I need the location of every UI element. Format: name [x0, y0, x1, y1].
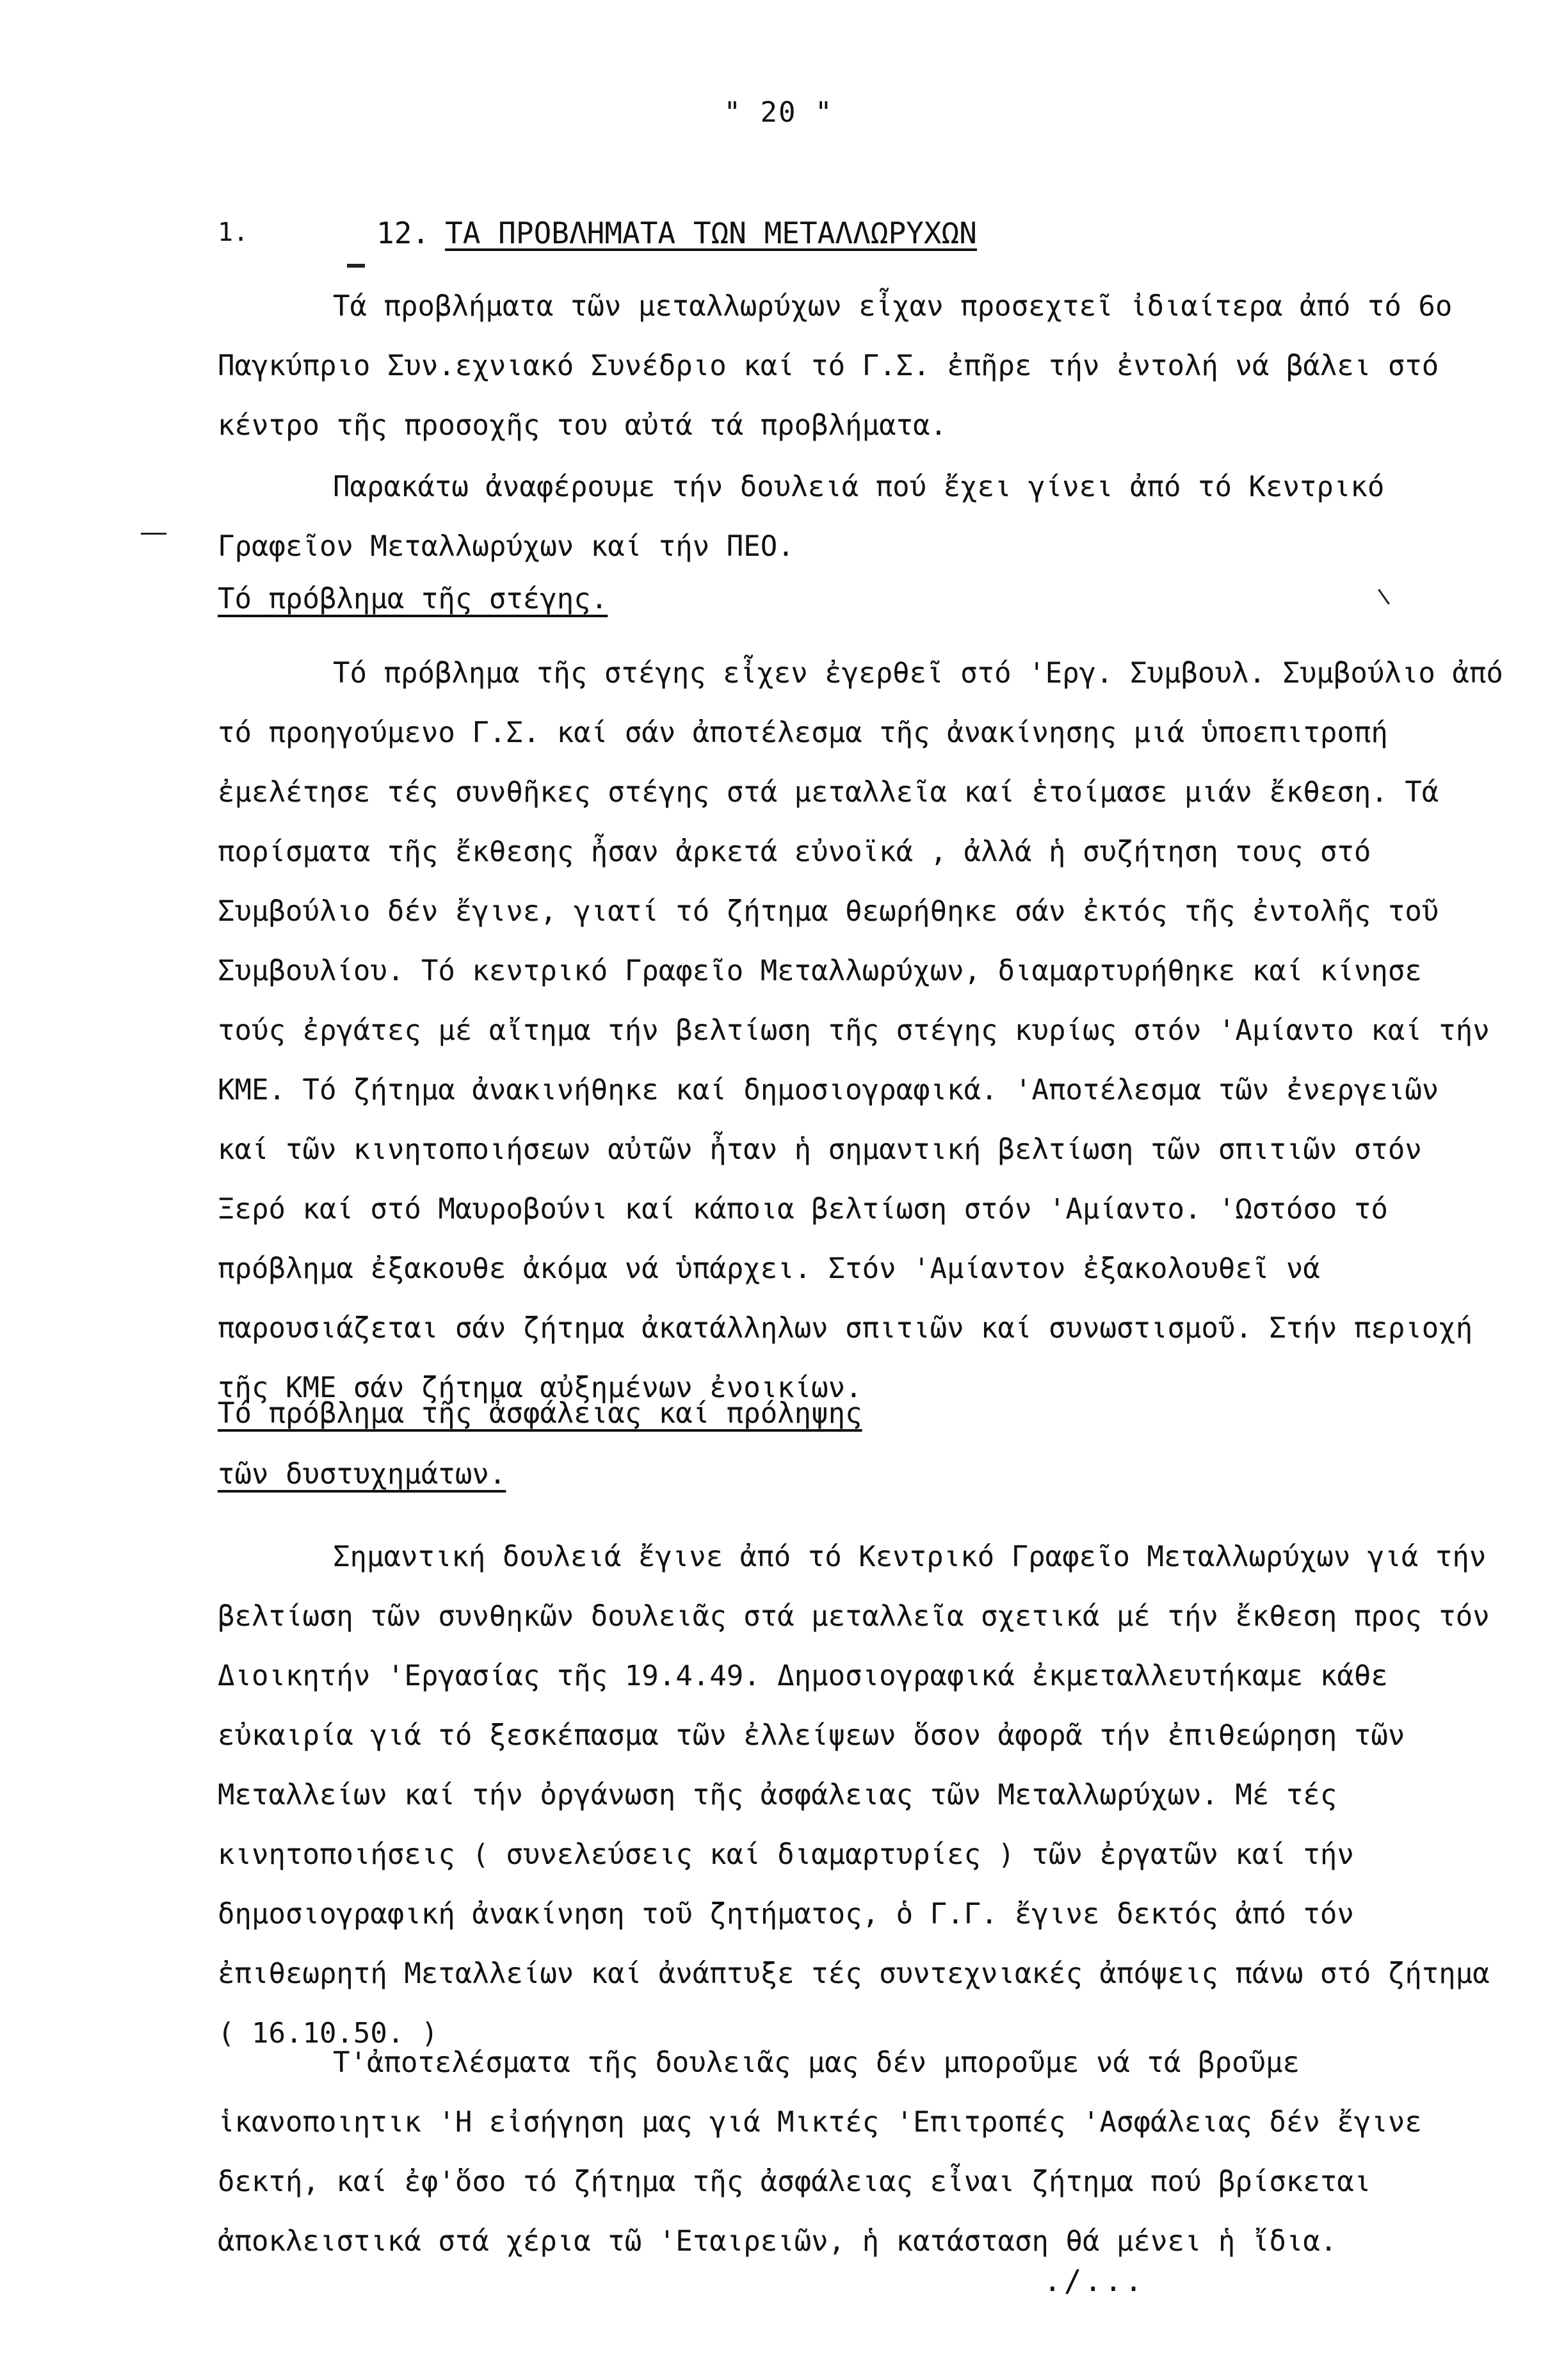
subheading-safety-line-2: τῶν δυστυχημάτων.	[218, 1458, 506, 1491]
scan-tick-mark	[1378, 589, 1390, 605]
page-number: " 20 "	[723, 96, 834, 129]
paragraph-intro: Τά προβλήματα τῶν μεταλλωρύχων εἶχαν προσεχτεῖ ἰδιαίτερα ἀπό τό 6ο Παγκύπριο Συν.εχνιακό Συνέδριο καί τό Γ.Σ. ἐπῆρε τήν ἐντολή νά βάλει στό κέντρο τῆς προσοχῆς του αὐτά τά προβλήματα.	[218, 290, 1469, 442]
subheading-safety-line-1: Τό πρόβλημα τῆς ἀσφάλειας καί πρόληψης	[218, 1397, 862, 1430]
paragraph-overview: Παρακάτω ἀναφέρουμε τήν δουλειά πού ἔχει γίνει ἀπό τό Κεντρικό Γραφεῖον Μεταλλωρύχων καί τήν ΠΕΟ.	[218, 471, 1401, 563]
heading-dash-mark	[347, 264, 365, 268]
paragraph-safety-work: Σημαντική δουλειά ἔγινε ἀπό τό Κεντρικό Γραφεῖο Μεταλλωρύχων γιά τήν βελτίωση τῶν συνθηκῶν δουλειᾶς στά μεταλλεῖα σχετικά μέ τήν ἔκθεση προς τόν Διοικητήν 'Εργασίας τῆς 19.4.49. Δημοσιογραφικά ἐκμεταλλευτήκαμε κάθε εὐκαιρία γιά τό ξεσκέπασμα τῶν ἐλλείψεων ὅσον ἀφορᾶ τήν ἐπιθεώρηση τῶν Μεταλλείων καί τήν ὀργάνωση τῆς ἀσφάλειας τῶν Μεταλλωρύχων. Μέ τές κινητοποιήσεις ( συνελεύσεις καί διαμαρτυρίες ) τῶν ἐργατῶν καί τήν δημοσιογραφική ἀνακίνηση τοῦ ζητήματος, ὁ Γ.Γ. ἔγινε δεκτός ἀπό τόν ἐπιθεωρητή Μεταλλείων καί ἀνάπτυξε τές συντεχνιακές ἀπόψεις πάνω στό ζήτημα ( 16.10.50. )	[218, 1541, 1507, 2050]
margin-number: 1.	[218, 218, 249, 247]
paragraph-results: Τ'ἀποτελέσματα τῆς δουλειᾶς μας δέν μποροῦμε νά τά βροῦμε ἱκανοποιητικ 'Η εἰσήγηση μας γιά Μικτές 'Επιτροπές 'Ασφάλειας δέν ἔγινε δεκτή, καί ἐφ'ὅσο τό ζήτημα τῆς ἀσφάλειας εἶναι ζήτημα πού βρίσκεται ἀποκλειστικά στά χέρια τῶ 'Εταιρειῶν, ἡ κατάσταση θά μένει ἡ ἴδια.	[218, 2046, 1439, 2258]
section-number: 12.	[376, 216, 430, 250]
continuation-mark: ./...	[1044, 2263, 1145, 2298]
subheading-roof-problem: Τό πρόβλημα τῆς στέγης.	[218, 583, 608, 615]
margin-dash-mark	[141, 533, 166, 535]
section-heading	[376, 216, 977, 250]
paragraph-roof-problem: Τό πρόβλημα τῆς στέγης εἶχεν ἐγερθεῖ στό 'Εργ. Συμβουλ. Συμβούλιο ἀπό τό προηγούμενο Γ.Σ. καί σάν ἀποτέλεσμα τῆς ἀνακίνησης μιά ὑποεπιτροπή ἐμελέτησε τές συνθῆκες στέγης στά μεταλλεῖα καί ἑτοίμασε μιάν ἔκθεση. Τά πορίσματα τῆς ἔκθεσης ἦσαν ἀρκετά εὐνοϊκά , ἀλλά ἡ συζήτηση τους στό Συμβούλιο δέν ἔγινε, γιατί τό ζήτημα θεωρήθηκε σάν ἐκτός τῆς ἐντολῆς τοῦ Συμβουλίου. Τό κεντρικό Γραφεῖο Μεταλλωρύχων, διαμαρτυρήθηκε καί κίνησε τούς ἐργάτες μέ αἴτημα τήν βελτίωση τῆς στέγης κυρίως στόν 'Αμίαντο καί τήν ΚΜΕ. Τό ζήτημα ἀνακινήθηκε καί δημοσιογραφικά. 'Αποτέλεσμα τῶν ἐνεργειῶν καί τῶν κινητοποιήσεων αὐτῶν ἦταν ἡ σημαντική βελτίωση τῶν σπιτιῶν στόν Ξερό καί στό Μαυροβούνι καί κάποια βελτίωση στόν 'Αμίαντο. 'Ωστόσο τό πρόβλημα ἐξακουθε ἀκόμα νά ὑπάρχει. Στόν 'Αμίαντον ἐξακολουθεῖ νά παρουσιάζεται σάν ζήτημα ἀκατάλληλων σπιτιῶν καί συνωστισμοῦ. Στήν περιοχή τῆς ΚΜΕ σάν ζήτημα αὐξημένων ἐνοικίων.	[218, 657, 1521, 1404]
section-title: ΤΑ ΠΡΟΒΛΗΜΑΤΑ ΤΩΝ ΜΕΤΑΛΛΩΡΥΧΩΝ	[445, 216, 977, 250]
